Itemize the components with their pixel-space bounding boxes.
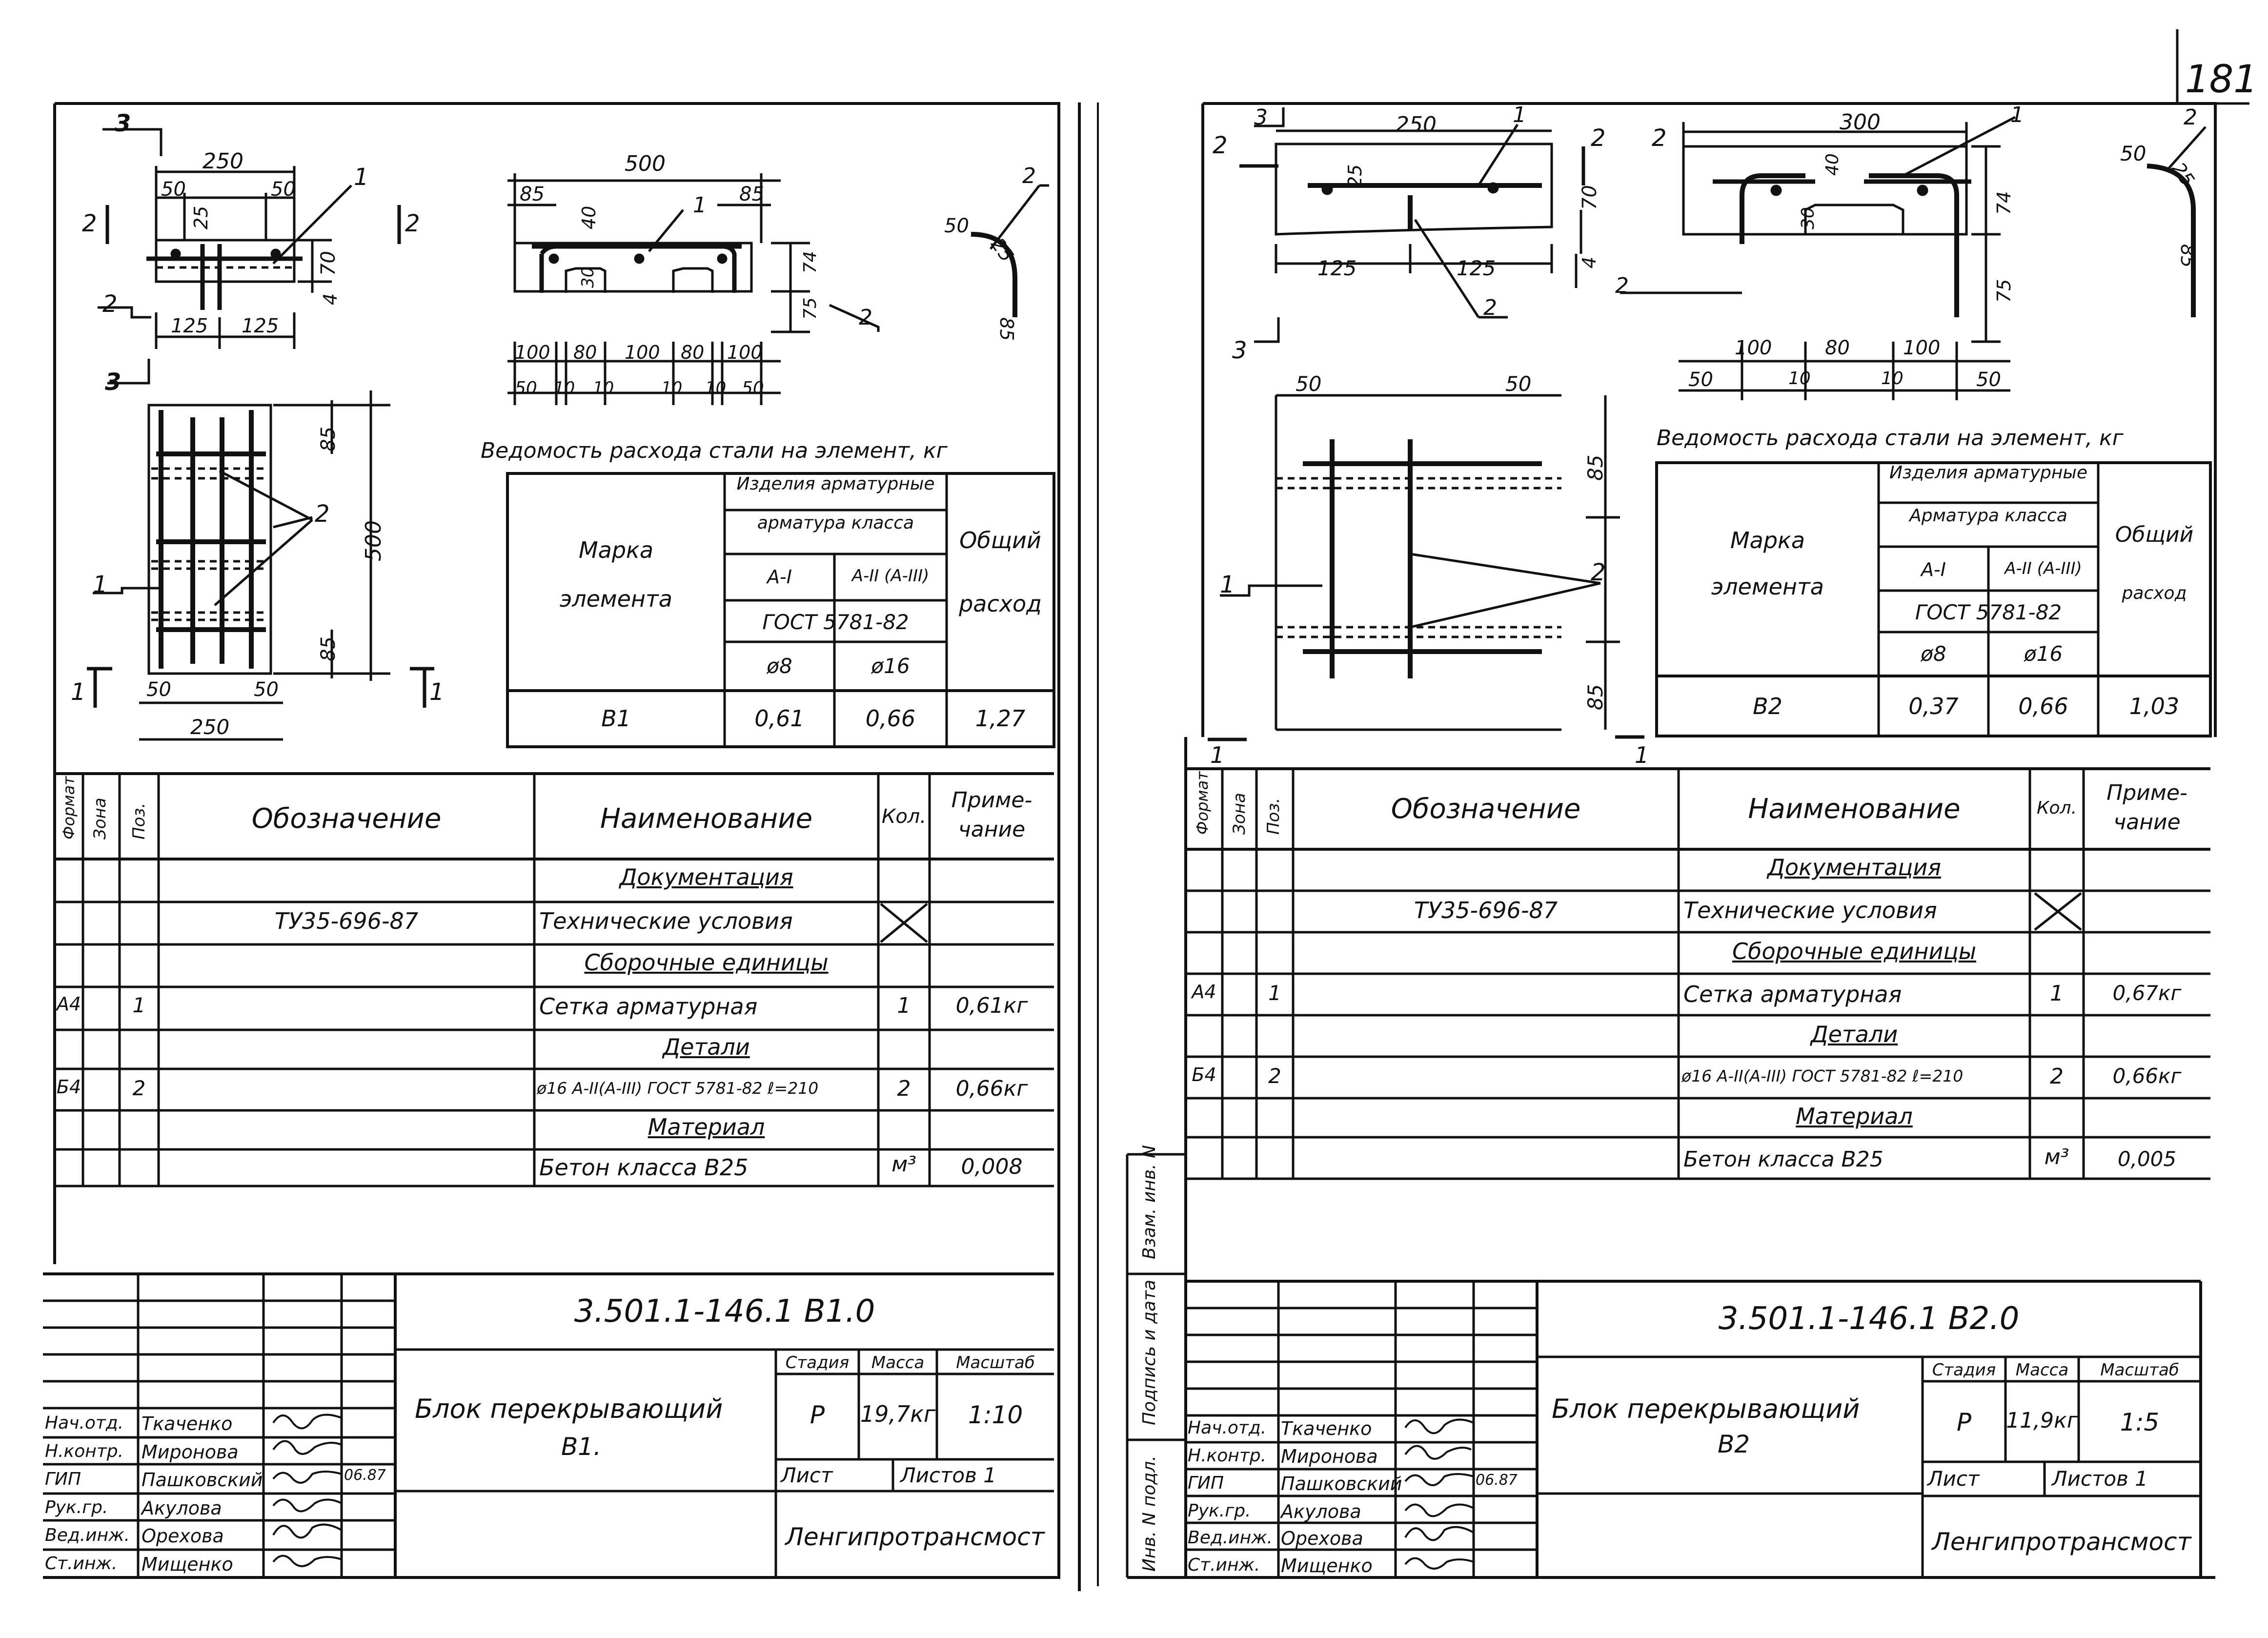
dim-label: 85 xyxy=(317,636,340,661)
section-heading: Сборочные единицы xyxy=(584,949,829,976)
doc-title: Блок перекрывающий xyxy=(1552,1393,1860,1424)
table-cell: 1,03 xyxy=(2129,693,2180,719)
dim-label: 500 xyxy=(625,151,666,176)
dim-label: 250 xyxy=(1396,112,1437,137)
cell-note: 0,67кг xyxy=(2112,981,2182,1005)
dim-label: 100 xyxy=(515,342,550,363)
tb-header: Масса xyxy=(871,1353,925,1372)
cell-note: 0,61кг xyxy=(955,993,1028,1018)
col-header: Поз. xyxy=(1264,798,1283,835)
callout-label: 1 xyxy=(93,571,108,598)
tb-header: Стадия xyxy=(1932,1360,1996,1380)
section-heading: Детали xyxy=(1810,1021,1898,1047)
callout-label: 2 xyxy=(102,290,118,318)
person: Акулова xyxy=(1281,1501,1361,1522)
cell-name: Сетка арматурная xyxy=(539,993,758,1020)
col-header: ø16 xyxy=(871,654,910,678)
dim-label: 50 xyxy=(515,378,537,398)
dim-label: 50 xyxy=(1505,372,1532,396)
col-header: Наименование xyxy=(1748,793,1961,825)
role: Ст.инж. xyxy=(1188,1555,1260,1575)
doc-name: Технические условия xyxy=(539,908,793,934)
table-title: Ведомость расхода стали на элемент, кг xyxy=(481,438,948,463)
person: Ткаченко xyxy=(142,1413,233,1434)
person: Орехова xyxy=(142,1525,224,1547)
section-mark: 2 xyxy=(1591,124,1606,152)
section-mark: 1 xyxy=(429,678,445,706)
dim-label: 10 xyxy=(1788,369,1811,389)
table-cell: 0,66 xyxy=(865,705,916,732)
cell-format: А4 xyxy=(56,993,81,1015)
doc-code: 3.501.1-146.1 B2.0 xyxy=(1718,1301,2020,1337)
person: Ткаченко xyxy=(1281,1418,1372,1439)
table-cell: 0,37 xyxy=(1908,693,1959,719)
dim-label: 125 xyxy=(242,315,279,337)
tb-scale: 1:5 xyxy=(2120,1408,2160,1436)
section-heading: Сборочные единицы xyxy=(1732,938,1977,964)
tb-header: Масса xyxy=(2015,1360,2069,1380)
role: Нач.отд. xyxy=(45,1413,124,1433)
dim-label: 75 xyxy=(800,297,820,320)
doc-name: Технические условия xyxy=(1683,897,1937,923)
col-header: Изделия арматурные xyxy=(736,474,935,494)
section-heading: Детали xyxy=(663,1034,750,1060)
dim-label: 50 xyxy=(254,678,279,701)
dim-label: 100 xyxy=(1903,337,1941,359)
person: Миронова xyxy=(142,1441,239,1463)
dim-label: 85 xyxy=(1583,684,1607,710)
callout-label: 2 xyxy=(1483,295,1497,320)
dim-label: 125 xyxy=(1317,256,1357,280)
col-header: ø8 xyxy=(767,654,792,678)
col-header: элемента xyxy=(559,586,672,612)
page-number: 181 xyxy=(2185,58,2258,102)
tb-date: 06.87 xyxy=(1476,1472,1518,1489)
section-mark: 2 xyxy=(405,210,420,237)
dim-label: 125 xyxy=(171,315,208,337)
col-header: арматура класса xyxy=(757,513,914,533)
callout-label: 1 xyxy=(1220,571,1235,598)
tb-scale: 1:10 xyxy=(968,1401,1023,1429)
col-header: A-I xyxy=(767,566,792,588)
col-header: A-II (A-III) xyxy=(2005,559,2082,578)
col-header: ГОСТ 5781-82 xyxy=(762,610,909,634)
dim-label: 75 xyxy=(1993,279,2015,303)
section-heading: Документация xyxy=(1767,854,1942,880)
callout-label: 2 xyxy=(1615,273,1629,298)
cell-note: 0,66кг xyxy=(955,1076,1028,1101)
section-mark: 1 xyxy=(1210,742,1225,768)
tb-sheets: Листов 1 xyxy=(2052,1467,2148,1491)
role: Ст.инж. xyxy=(45,1554,118,1574)
dim-label: 50 xyxy=(161,178,186,201)
cell-qty: м³ xyxy=(891,1152,916,1177)
cell-qty: 1 xyxy=(2050,981,2064,1006)
col-header: A-I xyxy=(1921,559,1946,580)
tb-mass: 19,7кг xyxy=(860,1401,936,1427)
table-cell: 1,27 xyxy=(975,705,1026,732)
cell-qty: 1 xyxy=(897,993,911,1018)
cell-qty: 2 xyxy=(2050,1064,2064,1089)
col-header: Общий xyxy=(2115,522,2194,547)
dim-label: 74 xyxy=(1993,191,2015,215)
tb-sheet: Лист xyxy=(1927,1467,1980,1491)
section-mark: 1 xyxy=(71,678,86,706)
dim-label: 70 xyxy=(317,251,340,276)
callout-label: 1 xyxy=(2010,102,2024,127)
dim-label: 85 xyxy=(739,183,764,205)
dim-label: 40 xyxy=(578,205,600,229)
cell-name: ø16 A-II(A-III) ГОСТ 5781-82 ℓ=210 xyxy=(537,1079,819,1098)
cell-note: 0,66кг xyxy=(2112,1064,2182,1088)
cell-pos: 1 xyxy=(1268,981,1281,1005)
col-header: Обозначение xyxy=(1391,793,1581,825)
hook-dim: 85 xyxy=(996,317,1017,341)
doc-code: 3.501.1-146.1 B1.0 xyxy=(574,1293,875,1330)
hook-dim: 85 xyxy=(2177,244,2198,268)
dim-label: 80 xyxy=(573,342,597,363)
dim-label: 30 xyxy=(1798,207,1818,229)
tb-header: Стадия xyxy=(785,1353,850,1372)
role: Вед.инж. xyxy=(1188,1528,1273,1548)
dim-label: 10 xyxy=(554,378,575,398)
tb-header: Масштаб xyxy=(956,1353,1035,1372)
col-header: Приме-чание xyxy=(951,788,1033,842)
col-header: Обозначение xyxy=(251,803,442,835)
cell-pos: 1 xyxy=(132,993,146,1017)
col-header: Зона xyxy=(90,798,110,839)
col-header: Марка xyxy=(578,537,654,563)
dim-label: 125 xyxy=(1457,256,1496,280)
dim-label: 50 xyxy=(1296,372,1322,396)
col-header: Кол. xyxy=(881,805,927,828)
dim-label: 10 xyxy=(593,378,614,398)
side-label-signdate: Подпись и дата xyxy=(1139,1279,1159,1425)
role: ГИП xyxy=(45,1469,81,1489)
callout-label: 2 xyxy=(315,500,330,528)
person: Орехова xyxy=(1281,1528,1363,1549)
col-header: Зона xyxy=(1230,793,1249,835)
tb-sheets: Листов 1 xyxy=(900,1463,996,1487)
section-mark: 3 xyxy=(1232,337,1247,364)
dim-label: 80 xyxy=(1825,337,1850,359)
cell-name: Бетон класса В25 xyxy=(1683,1147,1883,1172)
dim-label: 50 xyxy=(146,678,171,701)
dim-label: 74 xyxy=(800,251,820,273)
cell-format: А4 xyxy=(1192,981,1216,1003)
col-header: Арматура класса xyxy=(1909,506,2067,526)
col-header: Марка xyxy=(1730,527,1805,553)
person: Мищенко xyxy=(1281,1555,1373,1577)
dim-label: 4 xyxy=(1579,256,1600,268)
role: Рук.гр. xyxy=(1188,1501,1251,1521)
hook-dim: 50 xyxy=(2120,142,2146,165)
role: Рук.гр. xyxy=(45,1497,108,1517)
role: Нач.отд. xyxy=(1188,1418,1267,1438)
col-header: расход xyxy=(959,591,1042,617)
tb-header: Масштаб xyxy=(2100,1360,2179,1380)
tb-org: Ленгипротрансмост xyxy=(1932,1528,2191,1556)
dim-label: 300 xyxy=(1840,110,1881,135)
section-mark: 2 xyxy=(1652,124,1667,152)
callout-label: 2 xyxy=(859,305,872,330)
col-header: A-II (A-III) xyxy=(851,566,930,586)
role: Вед.инж. xyxy=(45,1525,130,1545)
section-heading: Документация xyxy=(619,864,793,890)
callout-label: 2 xyxy=(1022,164,1036,188)
col-header: Кол. xyxy=(2036,798,2077,818)
col-header: Формат xyxy=(60,776,78,839)
doc-code: ТУ35-696-87 xyxy=(1414,897,1558,923)
role: Н.контр. xyxy=(45,1441,124,1461)
doc-title-mark: B1. xyxy=(561,1433,602,1461)
person: Пашковский xyxy=(1281,1473,1402,1495)
dim-label: 25 xyxy=(1344,164,1366,188)
dim-label: 250 xyxy=(190,715,230,739)
cell-pos: 2 xyxy=(132,1076,146,1100)
col-header: ø16 xyxy=(2024,642,2063,666)
section-mark: 2 xyxy=(1213,132,1228,159)
section-heading: Материал xyxy=(648,1114,765,1140)
side-label-replace: Взам. инв. N xyxy=(1139,1145,1159,1259)
person: Мищенко xyxy=(142,1554,233,1575)
person: Пашковский xyxy=(142,1469,263,1491)
cell-format: Б4 xyxy=(1192,1064,1216,1085)
side-label-invorig: Инв. N подл. xyxy=(1139,1455,1159,1572)
dim-label: 50 xyxy=(1976,369,2001,391)
dim-label: 80 xyxy=(681,342,705,363)
table-cell: 0,66 xyxy=(2018,693,2068,719)
dim-label: 85 xyxy=(1583,454,1607,481)
dim-label: 10 xyxy=(661,378,683,398)
tb-stage: Р xyxy=(1956,1408,1972,1436)
cell-qty: м³ xyxy=(2044,1145,2069,1169)
col-header: ø8 xyxy=(1921,642,1946,666)
dim-label: 250 xyxy=(202,149,243,174)
cell-name: Бетон класса В25 xyxy=(539,1154,749,1181)
cell-name: ø16 A-II(A-III) ГОСТ 5781-82 ℓ=210 xyxy=(1681,1066,1964,1085)
dim-label: 40 xyxy=(1822,153,1843,176)
hook-dim: 25 xyxy=(987,234,1018,266)
tb-stage: Р xyxy=(810,1401,825,1429)
section-mark: 2 xyxy=(82,210,97,237)
col-header: Изделия арматурные xyxy=(1889,463,2087,483)
col-header: расход xyxy=(2122,583,2187,603)
section-mark: 3 xyxy=(105,369,122,396)
col-header: Формат xyxy=(1193,771,1212,835)
section-mark: 1 xyxy=(1635,742,1649,768)
person: Акулова xyxy=(142,1497,222,1519)
table-cell: B2 xyxy=(1753,693,1782,719)
dim-label: 70 xyxy=(1579,185,1601,210)
section-mark: 3 xyxy=(1254,105,1268,130)
table-cell: B1 xyxy=(601,705,631,732)
col-header: Общий xyxy=(959,527,1041,553)
col-header: Поз. xyxy=(129,802,149,839)
callout-label: 1 xyxy=(354,164,369,191)
hook-dim: 25 xyxy=(2167,158,2199,190)
dim-label: 30 xyxy=(578,266,598,288)
dim-label: 25 xyxy=(190,205,212,229)
col-header: Приме-чание xyxy=(2106,780,2187,835)
tb-sheet: Лист xyxy=(781,1463,833,1487)
table-cell: 0,61 xyxy=(754,705,805,732)
section-heading: Материал xyxy=(1796,1103,1913,1129)
callout-label: 1 xyxy=(1513,102,1526,127)
callout-label: 2 xyxy=(1591,559,1606,586)
cell-note: 0,008 xyxy=(961,1154,1023,1179)
hook-dim: 50 xyxy=(944,215,969,237)
person: Миронова xyxy=(1281,1446,1378,1467)
dim-label: 10 xyxy=(1881,369,1904,389)
cell-pos: 2 xyxy=(1268,1064,1281,1088)
role: Н.контр. xyxy=(1188,1446,1267,1466)
dim-label: 100 xyxy=(625,342,660,363)
dim-label: 85 xyxy=(317,427,340,451)
cell-note: 0,005 xyxy=(2117,1147,2177,1171)
dim-label: 50 xyxy=(271,178,296,201)
callout-label: 1 xyxy=(693,193,707,218)
callout-label: 2 xyxy=(2184,105,2197,130)
section-mark: 3 xyxy=(115,110,131,137)
cell-format: Б4 xyxy=(56,1076,81,1098)
tb-org: Ленгипротрансмост xyxy=(785,1523,1045,1551)
col-header: Наименование xyxy=(600,803,813,835)
col-header: элемента xyxy=(1711,573,1824,600)
role: ГИП xyxy=(1188,1473,1224,1493)
cell-qty: 2 xyxy=(897,1076,911,1101)
dim-label: 100 xyxy=(727,342,763,363)
cell-name: Сетка арматурная xyxy=(1683,981,1902,1007)
col-header: ГОСТ 5781-82 xyxy=(1915,600,2062,624)
doc-title: Блок перекрывающий xyxy=(415,1393,723,1424)
dim-label: 10 xyxy=(705,378,727,398)
dim-label: 100 xyxy=(1735,337,1772,359)
dim-label: 500 xyxy=(361,520,386,561)
table-title: Ведомость расхода стали на элемент, кг xyxy=(1657,426,2124,450)
doc-title-mark: B2 xyxy=(1718,1430,1750,1458)
dim-label: 85 xyxy=(520,183,545,205)
dim-label: 4 xyxy=(320,293,341,305)
dim-label: 50 xyxy=(1688,369,1713,391)
doc-code: ТУ35-696-87 xyxy=(274,908,419,934)
tb-date: 06.87 xyxy=(344,1467,386,1484)
dim-label: 50 xyxy=(742,378,764,398)
tb-mass: 11,9кг xyxy=(2006,1408,2078,1433)
